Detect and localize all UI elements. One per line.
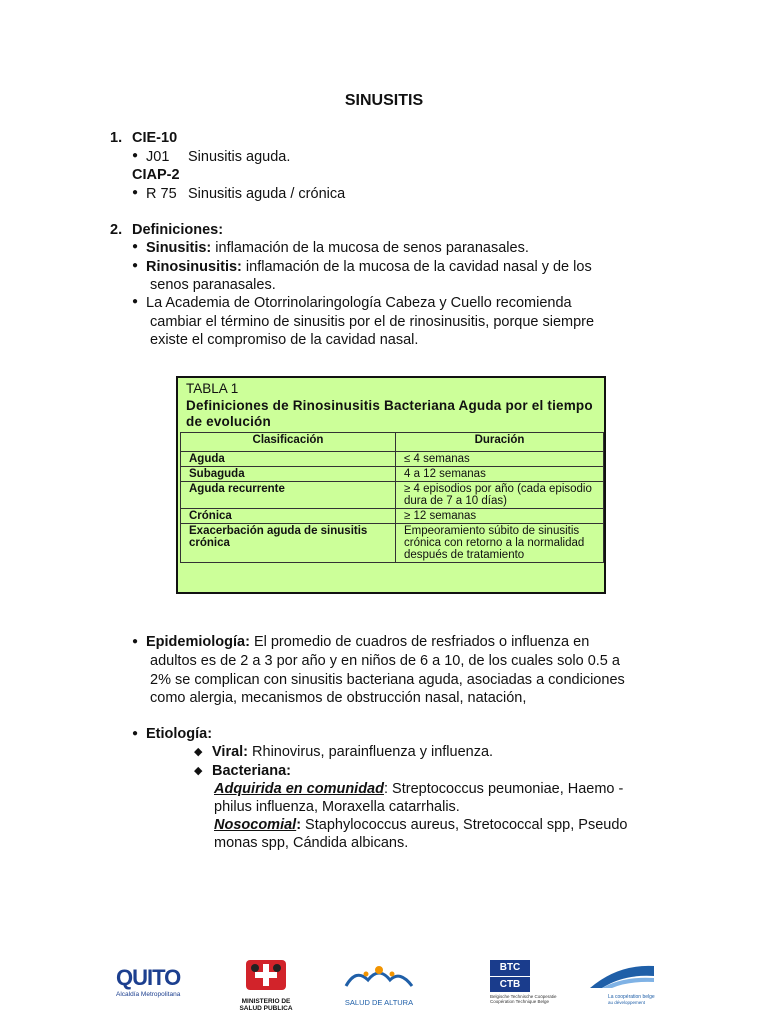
comunidad-text: : Streptococcus peumoniae, Haemo -	[383, 781, 624, 797]
diamond-bullet-icon: ◆	[194, 765, 203, 777]
comunidad-term: Adquirida en comunidad	[214, 781, 384, 797]
quito-logo	[116, 966, 186, 1004]
cooperacion-belga-logo	[588, 962, 656, 1006]
epidemiologia-line-2: adultos es de 2 a 3 por año y en niños de 6 a 10, de los cuales solo 0.5 a	[150, 653, 620, 669]
bullet-icon: ●	[132, 296, 139, 307]
table-row	[181, 452, 604, 467]
msp-logo	[236, 958, 296, 1014]
table-cell: ≥ 4 episodios por año (cada episodio dura de 7 a 10 días)	[396, 482, 604, 509]
table-cell: 4 a 12 semanas	[396, 467, 604, 482]
table-cell: Empeoramiento súbito de sinusitis crónica con retorno a la normalidad después de tratamiento	[396, 524, 604, 563]
quito-logo-text: QUITO	[116, 965, 181, 990]
epidemiologia-term: Epidemiología:	[146, 634, 250, 650]
definiciones-heading: Definiciones:	[132, 222, 224, 238]
table-cell: Crónica	[181, 509, 396, 524]
table-row	[181, 509, 604, 524]
table-header-clasificacion: Clasificación	[181, 433, 396, 452]
table-row	[181, 467, 604, 482]
definition-term: Sinusitis:	[146, 240, 212, 256]
diamond-bullet-icon: ◆	[194, 746, 203, 758]
salud-de-altura-emblem-icon	[336, 962, 422, 994]
rinosinusitis-table	[176, 376, 606, 594]
msp-logo-line-1: MINISTERIO DE	[241, 998, 291, 1005]
cie-text: Sinusitis aguda.	[188, 149, 291, 165]
msp-emblem-icon	[236, 958, 296, 994]
definition-text-cont: senos paranasales.	[150, 277, 276, 293]
nosocomial-term: Nosocomial	[214, 817, 297, 833]
nosocomial-line-1	[214, 816, 627, 834]
table-row	[181, 482, 604, 509]
section-1-number: 1.	[110, 130, 123, 146]
section-2-number: 2.	[110, 222, 123, 238]
table-cell: Subaguda	[181, 467, 396, 482]
table-title: Definiciones de Rinosinusitis Bacteriana Aguda por el tiempo de evolución	[186, 398, 593, 429]
table-cell: ≥ 12 semanas	[396, 509, 604, 524]
table-header-duracion: Duración	[396, 433, 604, 452]
bullet-icon: ●	[132, 260, 139, 271]
comunidad-line-2: philus influenza, Moraxella catarrhalis.	[214, 799, 460, 815]
cooperacion-belga-emblem-icon	[588, 962, 656, 990]
academia-line-3: existe el compromiso de la cavidad nasal.	[150, 332, 419, 348]
viral-text: Rhinovirus, parainfluenza y influenza.	[248, 744, 494, 760]
bullet-icon: ●	[132, 636, 139, 647]
bullet-icon: ●	[132, 728, 139, 739]
ciap-code: R 75	[146, 186, 177, 202]
definition-sinusitis	[146, 239, 529, 257]
epidemiologia-line-3: 2% se complican con sinusitis bacteriana aguda, asociadas a condiciones	[150, 672, 625, 688]
btc-subtitle-1: Belgische Technische Coöperatie	[490, 994, 557, 999]
definition-text: inflamación de la mucosa de senos paranasales.	[211, 240, 529, 256]
msp-logo-line-2: SALUD PUBLICA	[239, 1005, 293, 1012]
bacteriana-term: Bacteriana:	[212, 763, 291, 779]
viral-term: Viral:	[212, 744, 249, 760]
table-row	[181, 524, 604, 563]
epidemiologia-text: El promedio de cuadros de resfriados o influenza en	[249, 634, 590, 650]
btc-ctb-logo	[490, 960, 560, 1010]
nosocomial-colon: :	[296, 817, 302, 833]
academia-line-1: La Academia de Otorrinolaringología Cabeza y Cuello recomienda	[146, 295, 572, 311]
epidemiologia-line-4: como alergia, mecanismos de obstrucción nasal, natación,	[150, 690, 527, 706]
ciap-heading: CIAP-2	[132, 167, 180, 183]
btc-subtitle-2: Coopération Technique Belge	[490, 999, 549, 1004]
cooperacion-belga-text-1: La coopération belge	[608, 994, 655, 1000]
cie-code: J01	[146, 149, 170, 165]
bullet-icon: ●	[132, 241, 139, 252]
table-cell: Aguda	[181, 452, 396, 467]
etiologia-viral	[212, 743, 493, 761]
ctb-text: CTB	[499, 979, 521, 990]
comunidad-line-1	[214, 780, 623, 798]
definition-text: inflamación de la mucosa de la cavidad nasal y de los	[241, 259, 592, 275]
btc-text: BTC	[490, 960, 530, 977]
salud-de-altura-logo	[336, 962, 422, 1008]
nosocomial-line-2: monas spp, Cándida albicans.	[214, 835, 409, 851]
academia-line-2: cambiar el término de sinusitis por el de rinosinusitis, porque siempre	[150, 314, 595, 330]
definition-term: Rinosinusitis:	[146, 259, 242, 275]
bullet-icon: ●	[132, 187, 139, 198]
definition-rinosinusitis	[146, 258, 592, 276]
page-title: SINUSITIS	[344, 92, 424, 109]
salud-de-altura-text: SALUD DE ALTURA	[344, 998, 414, 1007]
cooperacion-belga-text-2: au développement	[608, 1000, 646, 1005]
etiologia-term: Etiología:	[146, 726, 213, 742]
btc-ctb-box	[490, 960, 530, 992]
cie-heading: CIE-10	[132, 130, 178, 146]
table-cell: Aguda recurrente	[181, 482, 396, 509]
table-grid	[180, 432, 604, 563]
bullet-icon: ●	[132, 150, 139, 161]
epidemiologia-line-1	[146, 633, 589, 651]
nosocomial-text: Staphylococcus aureus, Stretococcal spp, Pseudo	[301, 817, 628, 833]
ciap-text: Sinusitis aguda / crónica	[188, 186, 346, 202]
quito-logo-subtitle: Alcaldía Metropolitana	[116, 991, 181, 998]
table-cell: ≤ 4 semanas	[396, 452, 604, 467]
table-cell: Exacerbación aguda de sinusitis crónica	[181, 524, 396, 563]
table-caption: TABLA 1	[186, 381, 239, 396]
